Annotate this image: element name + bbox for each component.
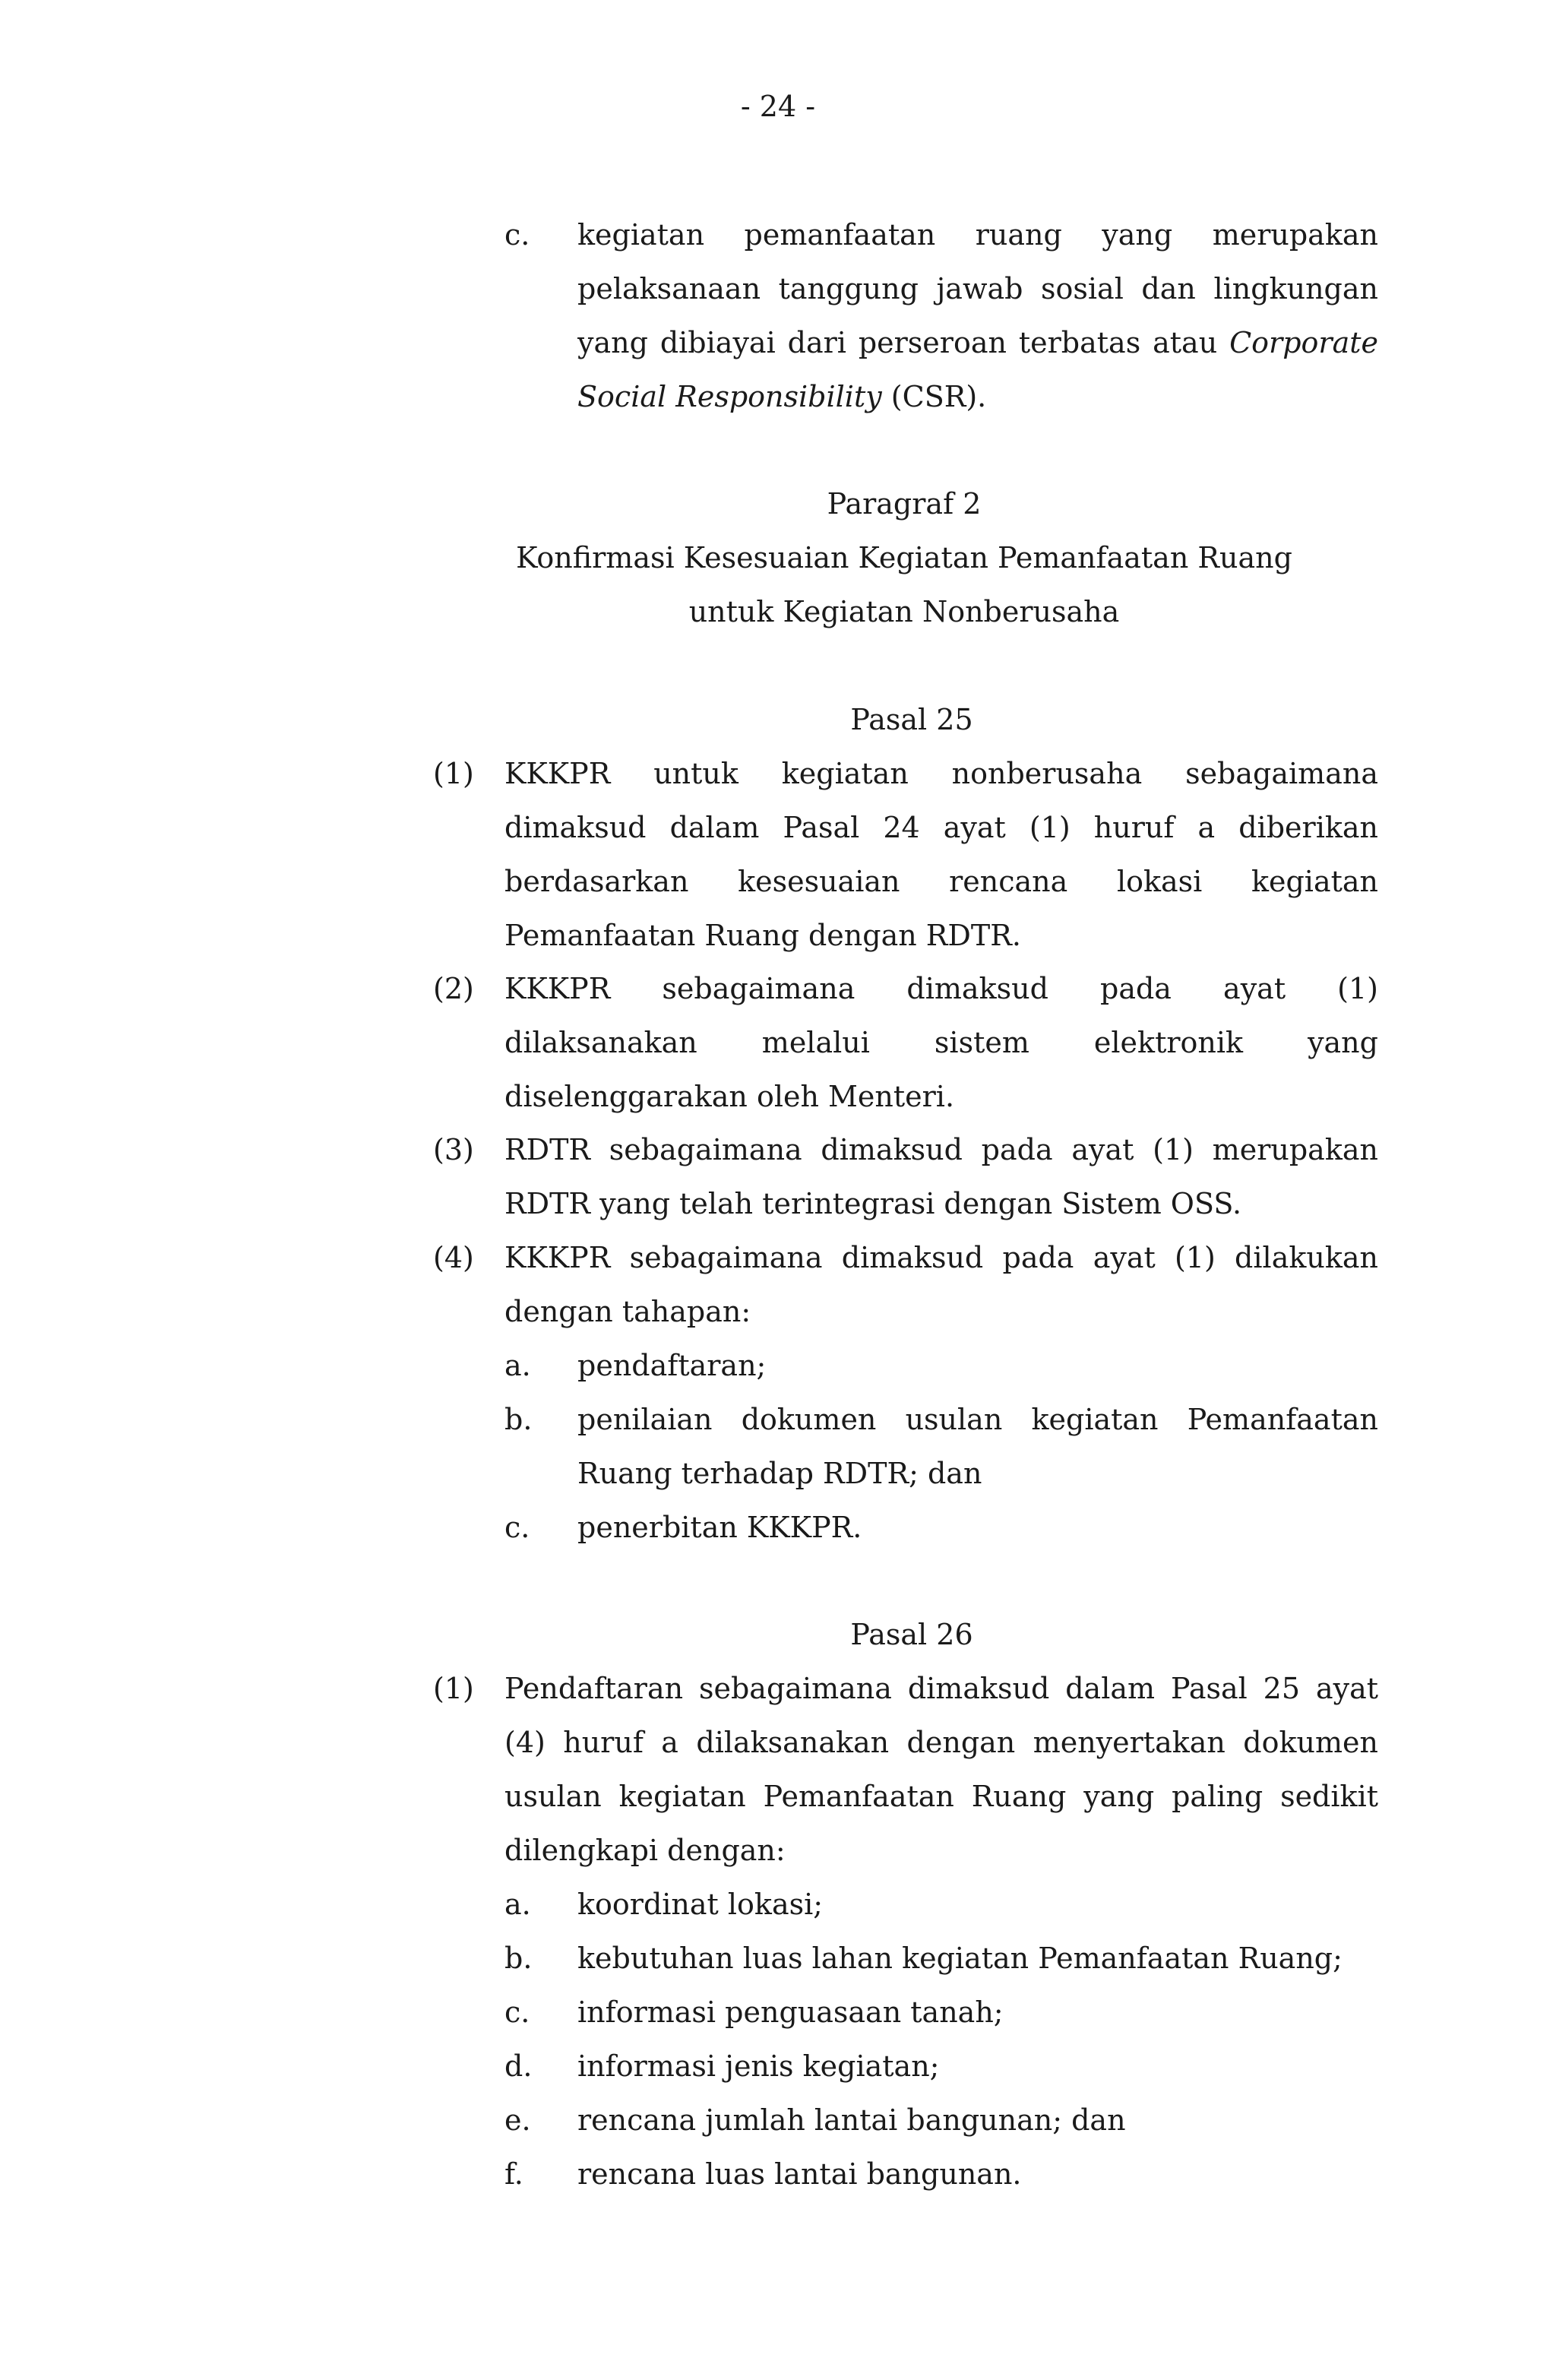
item-text [504,1123,1378,1231]
paragraf-heading: Paragraf 2 [827,487,982,521]
list-item-text [577,208,1378,424]
item-marker: (3) [433,1133,474,1166]
text-line: kegiatan pemanfaatan ruang yang merupakan [577,218,1378,252]
subitem-text: informasi penguasaan tanah; [577,1995,1004,2029]
subitem-marker: f. [504,2157,523,2191]
text-line: RDTR sebagaimana dimaksud pada ayat (1) merupakan [504,1133,1378,1166]
text-line: dilaksanakan melalui sistem elektronik yang [504,1026,1378,1059]
text-line: RDTR yang telah terintegrasi dengan Sistem OSS. [504,1187,1242,1220]
text-line [577,316,1378,370]
subitem-marker: b. [504,1942,533,1975]
subitem-text: koordinat lokasi; [577,1888,824,1921]
italic-text: Corporate [1229,326,1378,359]
text-line: (4) huruf a dilaksanakan dengan menyertakan dokumen [504,1726,1378,1759]
text-line: Ruang terhadap RDTR; dan [577,1457,982,1490]
page-number: - 24 - [740,90,816,123]
text-line: penerbitan KKKPR. [577,1511,862,1544]
text-line [577,370,1378,424]
subitem-text: kebutuhan luas lahan kegiatan Pemanfaatan Ruang; [577,1942,1343,1975]
subitem-marker: e. [504,2103,531,2137]
text-line: Pemanfaatan Ruang dengan RDTR. [504,919,1021,952]
item-text [504,747,1378,963]
item-marker: (2) [433,972,474,1005]
text-line: pendaftaran; [577,1349,767,1382]
list-marker: c. [504,218,530,252]
text-line: KKKPR sebagaimana dimaksud pada ayat (1) [504,972,1378,1005]
item-text [504,962,1378,1124]
item-text [504,1231,1378,1339]
section-title-line-1: Konfirmasi Kesesuaian Kegiatan Pemanfaatan Ruang [516,541,1292,574]
text-line: KKKPR untuk kegiatan nonberusaha sebagaimana [504,757,1378,790]
subitem-text: rencana luas lantai bangunan. [577,2157,1022,2191]
text-segment: (CSR). [890,380,987,413]
text-line: dilengkapi dengan: [504,1834,786,1867]
subitem-marker: a. [504,1888,531,1921]
text-line: Pendaftaran sebagaimana dimaksud dalam Pasal 25 ayat [504,1672,1378,1705]
text-line: berdasarkan kesesuaian rencana lokasi kegiatan [504,865,1378,898]
text-line: usulan kegiatan Pemanfaatan Ruang yang paling sedikit [504,1780,1378,1813]
pasal-26-heading: Pasal 26 [850,1618,973,1651]
item-marker: (1) [433,1672,474,1705]
item-marker: (1) [433,757,474,790]
subitem-marker: d. [504,2049,533,2083]
subitem-marker: c. [504,1995,530,2029]
subitem-text: informasi jenis kegiatan; [577,2049,940,2083]
item-marker: (4) [433,1241,474,1274]
subitem-marker: b. [504,1403,533,1436]
text-line: dengan tahapan: [504,1295,751,1328]
subitem-text: rencana jumlah lantai bangunan; dan [577,2103,1126,2137]
subitem-text [577,1339,1378,1393]
subitem-marker: c. [504,1511,530,1544]
text-line: KKKPR sebagaimana dimaksud pada ayat (1) dilakukan [504,1241,1378,1274]
text-segment: yang dibiayai dari perseroan terbatas atau [577,326,1218,359]
pasal-25-heading: Pasal 25 [850,703,973,736]
item-text [504,1662,1378,1878]
subitem-text [577,1393,1378,1501]
subitem-marker: a. [504,1349,531,1382]
subitem-text [577,1501,1378,1555]
text-line: pelaksanaan tanggung jawab sosial dan lingkungan [577,272,1378,305]
section-title-line-2: untuk Kegiatan Nonberusaha [688,595,1120,628]
italic-text: Social Responsibility [577,380,882,413]
text-line: diselenggarakan oleh Menteri. [504,1080,955,1113]
text-line: dimaksud dalam Pasal 24 ayat (1) huruf a diberikan [504,811,1378,844]
text-line: penilaian dokumen usulan kegiatan Pemanfaatan [577,1403,1378,1436]
